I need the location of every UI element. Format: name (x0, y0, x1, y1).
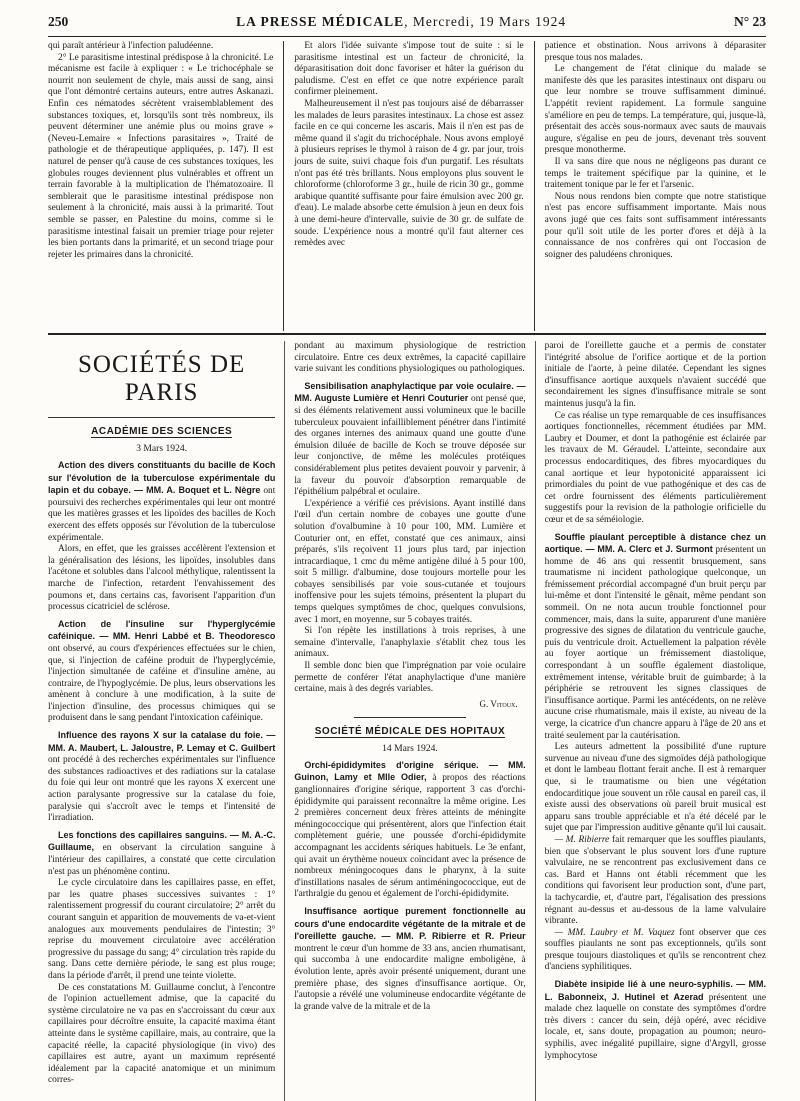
report-item: Action de l'insuline sur l'hyperglycémie caféinique. — MM. Henri Labbé et B. Theodoresco ont observé, au cours d'expériences effectuées sur le chien, que, si l'injection de caféine produit de l'hyperglycémie, l'injection simultanée de caféine et d'insuline amène, au contraire, de l'hypoglycémie. De plus, leurs observations les amènent à conclure à une modification, à la suite de l'injection d'insuline, des processus chimiques qui se produisent dans le sang pendant l'intoxication caféinique. (48, 618, 276, 724)
divider (354, 717, 465, 718)
societes-section (48, 341, 766, 1101)
report-item: Action des divers constituants du bacille de Koch sur l'évolution de la tuberculose expérimentale du lapin et du cobaye. — MM. A. Boquet et L. Nègre ont poursuivi des recherches expérimentales qui leur ont montré que les matières grasses et les lipoïdes des bacilles de Koch exercent des effets opposés sur l'évolution de la tuberculose expérimentale. (48, 460, 276, 543)
report-item: Les fonctions des capillaires sanguins. — M. A.-C. Guillaume, en observant la circulation sanguine à l'intérieur des capillaires, a constaté que cette circulation n'est pas un phénomène continu. (48, 829, 276, 877)
paragraph: Malheureusement il n'est pas toujours aisé de débarrasser les malades de leurs parasites intestinaux. La chose est assez facile en ce qui concerne les ascaris. Mais il n'en est pas de même quand il s'agit du trichocéphale. Nous avons employé à plusieurs reprises le thymol à raison de 4 gr. par jour, trois jours de suite, suivi chaque fois d'un purgatif. Les résultats n'ont pas été très brillants. Nous employons plus souvent le chloroforme (chloroforme 3 gr., huile de ricin 30 gr., gomme arabique quantité suffisante pour faire émulsion avec 200 gr. d'eau). Le malade absorbe cette émulsion à jeun en deux fois à une demi-heure d'intervalle, suivie de 30 gr. de sulfate de soude. L'expérience nous a montré qu'il faut alterner ces remèdes avec (294, 98, 524, 249)
report-item: Sensibilisation anaphylactique par voie oculaire. — MM. Auguste Lumière et Henri Couturier ont pensé que, si des éléments relativement aussi volumineux que le bacille tuberculeux pouvaient infailliblement pénétrer dans l'intimité des organes internes des animaux quand une goutte d'une émulsion diluée de bacille de Koch se trouve déposée sur leur conjonctive, de même les molécules protéiques considérablement plus petites devaient pouvoir y parvenir, à la faveur du pouvoir d'absorption remarquable de l'épithélium palpébral et oculaire. (294, 380, 526, 498)
paragraph: qui paraît antérieur à l'infection paludéenne. (48, 41, 214, 51)
report-item: — MM. Laubry et M. Vaquez font observer que ces souffles piaulants ne sont pas exceptionnels, qu'ils sont presque toujours diastoliques et qu'ils se rencontrent chez d'anciens syphilitiques. (544, 927, 766, 973)
paragraph: Ce cas réalise un type remarquable de ces insuffisances aortiques fonctionnelles, récemment étudiées par MM. Laubry et Doumer, et dont la pathogénie est éclairée par les travaux de M. Géraudel. L'atteinte, secondaire aux processus endocarditiques, des fibres myocardiques du canal aortique et leur hypotonicité apparaissent ici primordiales du point de vue pathogénique et des cas de cet ordre fournissent des éléments particulièrement suggestifs pour la revision de la pathologie orificielle du cœur et de sa séméiologie. (544, 410, 766, 525)
report-item: Influence des rayons X sur la catalase du foie. — MM. A. Maubert, L. Jaloustre, P. Lemay et C. Guilbert ont procédé à des recherches expérimentales sur l'influence des substances radioactives et des radiations sur la catalase du foie qui leur ont montré que les rayons X exercent une action paralysante progressive sur la catalase du foie, paralysie qui s'accroît avec le temps et l'intensité de l'irradiation. (48, 730, 276, 824)
paragraph: Si l'on répète les instillations à trois reprises, à une semaine d'intervalle, l'anaphylaxie s'établit chez tous les animaux. (294, 626, 526, 660)
section-title: SOCIÉTÉS DE PARIS (48, 351, 275, 418)
journal-title: LA PRESSE MÉDICALE, Mercredi, 19 Mars 1924 (236, 14, 567, 29)
paragraph: pondant au maximum physiologique de restriction circulatoire. Entre ces deux extrêmes, la capacité capillaire varie suivant les conditions physiologiques ou pathologiques. (294, 341, 526, 375)
report-item: Insuffisance aortique purement fonctionnelle au cours d'une endocardite végétante de la mitrale et de l'oreillette gauche. — MM. P. Ribierre et R. Prieur montrent le cœur d'un homme de 33 ans, ancien rhumatisant, qui succomba à une endocardite maligne emboligène, à évolution lente, après avoir présenté uniquement, durant une première phase, des signes d'insuffisance aortique. Or, l'autopsie a révélé une volumineuse endocardite végétante de la grande valve de la mitrale et de la (294, 905, 526, 1012)
report-item: Souffle piaulant perceptible à distance chez un aortique. — MM. A. Clerc et J. Surmont présentent un homme de 46 ans qui ressentit brusquement, sans traumatisme ni incident pathologique quelconque, un frémissement précordial accompagné d'un bruit perçu par lui-même et dont l'intensité le gênait, même pendant son sommeil. On ne nota aucun trouble fonctionnel pour commencer, mais, dans la suite, apparurent d'une manière progressive des signes de dilatation du ventricule gauche, puis du ventricule droit. Actuellement la palpation révèle au foyer aortique un frémissement diastolique, correspondant à un souffle également diastolique, extrêmement intense, véritable bruit de guimbarde; à la périphérie se retrouvent les signes classiques de l'insuffisance aortique. Parmi les antécédents, on ne relève aucune crise rhumatismale, mais il existe, au niveau de la verge, la cicatrice d'un chancre apparu à l'âge de 20 ans et traité seulement par la cautérisation. (544, 531, 766, 741)
report-item: Orchi-épididymites d'origine sérique. — MM. Guinon, Lamy et Mlle Odier, à propos des réactions ganglionnaires d'origine sérique, rapportent 3 cas d'orchi-épididymite qui paraissent reconnaître la même origine. Les 2 premières concernent deux frères atteints de méningite méningococcique qui présentèrent, alors que l'infection était complètement guérie, une poussée d'orchi-épididymite accompagnant les accidents sériques habituels. Le 3e enfant, qui avait un érythème noueux coïncidant avec la présence de nombreux méningocoques dans le pharynx, à la suite d'instillations nasales de sérum antiméningococcique, eut de l'arthralgie du genou et également de l'orchi-épididymite. (294, 759, 526, 900)
paragraph: patience et obstination. Nous arrivons à déparasiter presque tous nos malades. (544, 41, 766, 63)
paragraph: Nous nous rendons bien compte que notre statistique n'est pas encore suffisamment importante. Mais nous avons jugé que ces faits sont suffisamment intéressants pour qu'il soit utile de les porter d'ores et déjà à la connaissance de nos confrères qui ont l'occasion de soigner des paludéens chroniques. (544, 191, 766, 260)
paragraph: De ces constatations M. Guillaume conclut, à l'encontre de l'opinion actuellement admise, que la capacité du système circulatoire ne va pas en s'accroissant du cœur aux capillaires pour décroître ensuite, la capacité maxima étant atteinte dans le système capillaire, mais, au contraire, que la capacité réelle, la capacité physiologique (in vivo) des capillaires est autre, ayant un maximum représenté idéalement par la capacité anatomique et un minimum corres- (48, 982, 276, 1086)
academie-heading: ACADÉMIE DES SCIENCES (91, 426, 233, 437)
paragraph: 2° Le parasitisme intestinal prédispose à la chronicité. Le mécanisme est facile à expliquer : « Le trichocéphale se nourrit non seulement de chyle, mais aussi de sang, ainsi que l'ont démontré certains auteurs, entre autres Askanazi. Enfin ces nématodes sécrètent vraisemblablement des substances toxiques, et, lorsqu'ils sont très nombreux, ils peuvent déterminer une anémie plus ou moins grave » (Neveu-Lemaire « Infections parasitaires », Traité de pathologie et de thérapeutique appliquées, p. 147). Il est naturel de penser qu'à cause de ces substances toxiques, les globules rouges deviennent plus vulnérables et offrent un terrain favorable à la multiplication de l'hématozoaire. Il semblerait que le parasitisme intestinal prédispose non seulement à la chronicité, mais aussi à la primarité. Tout semble se passer, en Palestine du moins, comme si le parasitisme intestinal faisait un premier triage pour rejeter les bien portants dans la primarité, et un second triage pour rejeter les primaires dans la chronicité. (48, 52, 274, 260)
paragraph: L'expérience a vérifié ces prévisions. Ayant instillé dans l'œil d'un certain nombre de cobayes une goutte d'une solution d'ovalbumine à 10 pour 100, MM. Lumière et Couturier ont, en effet, constaté que ces animaux, ainsi préparés, s'ils reçoivent 11 jours plus tard, par injection intracardiaque, 1 cmc du même antigène dilué à 5 pour 100, soit 5 milligr. d'albumine, dose toujours mortelle pour les cobayes sensibilisés par voie sous-cutanée et toujours inoffensive pour les sujets témoins, présentent la plupart du temps quelques symptômes de choc, quelques convulsions, avec 1 mort, en moyenne, sur 5 cobayes traités. (294, 498, 526, 625)
issue-date: Mercredi, 19 Mars 1924 (412, 14, 567, 29)
top-column-2 (283, 41, 533, 331)
top-article (48, 41, 766, 331)
top-column-1 (48, 41, 283, 331)
paragraph: Il semble donc bien que l'imprégnation par voie oculaire permette de conférer l'état anaphylactique d'une manière certaine, mais à des degrés variables. (294, 661, 526, 695)
smh-date: 14 Mars 1924. (382, 742, 438, 754)
page-number: 250 (48, 14, 69, 29)
paragraph: Les auteurs admettent la possibilité d'une rupture survenue au niveau d'une des sigmoïdes déjà pathologique et dont le lambeau flottant ferait anche. Il est à remarquer que, si le traumatisme ou bien une végétation endocarditique joue souvent un rôle causal en pareil cas, il existe aussi des observations où pareil bruit musical est apparu sans trouble appréciable et n'a été décelé par le sujet que par l'impression auditive gênante qu'il lui causait. (544, 742, 766, 834)
section-divider (48, 333, 766, 335)
paragraph: Et alors l'idée suivante s'impose tout de suite : si le parasitisme intestinal est un facteur de chronicité, la déparasitisation doit donc favoriser et hâter la guérison du paludisme. C'est en effet ce que notre expérience paraît confirmer pleinement. (294, 41, 524, 98)
paragraph: Alors, en effet, que les graisses accélèrent l'extension et la généralisation des lésions, les lipoïdes, insolubles dans l'acétone et solubles dans l'alcool méthylique, ralentissent la marche de l'infection, retardent l'envahissement des poumons et, dans certains cas, favorisent l'apparition d'un processus cicatriciel de sclérose. (48, 544, 276, 613)
academie-date: 3 Mars 1924. (136, 443, 188, 454)
bottom-column-2 (284, 341, 534, 1101)
paragraph: Le changement de l'état clinique du malade se manifeste dès que les parasites intestinaux ont disparu ou que leur nombre se trouve suffisamment diminué. L'appétit revient rapidement. La formule sanguine s'améliore en peu de temps. La température, qui, jusque-là, présentait des accès sous-normaux avec sauts de mauvais augure, s'égalise en peu de jours, devenant très souvent presque monotherme. (544, 64, 766, 156)
bottom-column-3 (535, 341, 766, 1101)
paragraph: Il va sans dire que nous ne négligeons pas durant ce temps le traitement spécifique par la quinine, et le traitement tonique par le fer et l'arsenic. (544, 156, 766, 191)
page-header (48, 14, 766, 37)
report-item: — M. Ribierre fait remarquer que les souffles piaulants, bien que s'observant le plus souvent lors d'une rupture valvulaire, ne se rencontrent pas exclusivement dans ce cas. Bard et Hanns ont établi récemment que les conditions qui favorisent leur production sont, d'une part, la tachycardie, et, d'autre part, l'égalisation des pressions régnant au-dessus et au-dessous de la lame valvulaire vibrante. (544, 834, 766, 927)
paragraph: Le cycle circulatoire dans les capillaires passe, en effet, par les quatre phases successives suivantes : 1° ralentissement progressif du courant circulatoire; 2° arrêt du courant sanguin et apparition de mouvements de va-et-vient analogues aux mouvements pendulaires de l'intestin; 3° reprise du mouvement circulatoire avec accélération progressive du passage du sang; 4° circulation très rapide du sang. Dans cette dernière période, le sang est plus rouge; dans la période d'arrêt, il prend une teinte violette. (48, 878, 276, 981)
report-item: Diabète insipide lié à une neuro-syphilis. — MM. L. Babonneix, J. Hutinel et Azerad présentent une malade chez laquelle on constate des symptômes d'ordre très divers : cancer du sein, déjà opéré, avec récidive locale, et, sans doute, propagation au poumon; neuro-syphilis, avec inégalité pupillaire, signe d'Argyll, grosse lymphocytose (544, 979, 766, 1061)
smh-heading: SOCIÉTÉ MÉDICALE DES HOPITAUX (314, 725, 506, 737)
signature: G. Vitoux. (479, 698, 518, 709)
top-column-3 (534, 41, 766, 331)
issue-number: N° 23 (733, 14, 766, 29)
paragraph: paroi de l'oreillette gauche et a permis de constater l'intégrité absolue de l'orifice aortique et de la portion initiale de l'aorte, à peine dilatée. Cependant les signes d'insuffisance aortique auxquels n'avaient succédé que secondairement les signes d'insuffisance mitrale se sont maintenus jusqu'à la fin. (544, 341, 766, 409)
bottom-column-1 (48, 341, 284, 1101)
